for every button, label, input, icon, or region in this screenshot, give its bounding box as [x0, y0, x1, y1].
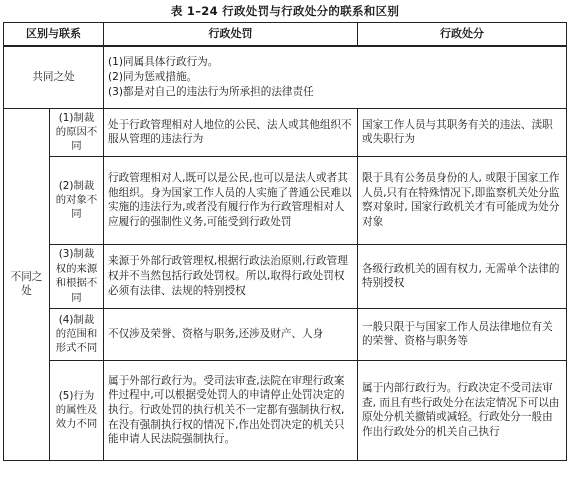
diff-label: 不同之处 — [4, 108, 50, 460]
common-line-3: (3)都是对自己的违法行为所承担的法律责任 — [108, 85, 314, 98]
penalty-cause: 处于行政管理相对人地位的公民、法人或其他组织不服从管理的违法行为 — [104, 108, 358, 156]
diff-row-object — [4, 156, 567, 244]
sanction-object: 限于具有公务员身份的人, 或限于国家工作人员,只有在特殊情况下,即监察机关处分监察对象时, 国家行政机关才有可能成为处分对象 — [358, 156, 567, 244]
aspect-nature: (5)行为的属性及效力不同 — [50, 360, 104, 460]
penalty-object: 行政管理相对人,既可以是公民,也可以是法人或者其他组织。身为国家工作人员的人实施了普通公民难以实施的违法行为,或者没有履行作为行政管理相对人应履行的强制性义务,可能受到行政处罚 — [104, 156, 358, 244]
diff-row-cause — [4, 108, 567, 156]
sanction-nature: 属于内部行政行为。行政决定不受司法审查, 而且有些行政处分在法定情况下可以由原处分机关撤销或减轻。行政处分一般由作出行政处分的机关自己执行 — [358, 360, 567, 460]
common-content — [104, 46, 567, 108]
comparison-table — [3, 22, 567, 461]
sanction-source: 各级行政机关的固有权力, 无需单个法律的特别授权 — [358, 244, 567, 308]
table-caption: 表 1–24 行政处罚与行政处分的联系和区别 — [170, 4, 400, 18]
aspect-cause: (1)制裁的原因不同 — [50, 108, 104, 156]
aspect-source: (3)制裁权的来源和根据不同 — [50, 244, 104, 308]
header-sanction: 行政处分 — [358, 23, 567, 47]
aspect-scope: (4)制裁的范围和形式不同 — [50, 308, 104, 360]
common-line-2: (2)同为惩戒措施。 — [108, 70, 198, 83]
sanction-scope: 一般只限于与国家工作人员法律地位有关的荣誉、资格与职务等 — [358, 308, 567, 360]
diff-row-nature — [4, 360, 567, 460]
header-aspect: 区别与联系 — [4, 23, 104, 47]
penalty-source: 来源于外部行政管理权,根据行政法治原则,行政管理权并不当然包括行政处罚权。所以,取得行政处罚权必须有法律、法规的特别授权 — [104, 244, 358, 308]
common-line-1: (1)同属具体行政行为。 — [108, 56, 219, 69]
aspect-object: (2)制裁的对象不同 — [50, 156, 104, 244]
diff-row-scope — [4, 308, 567, 360]
diff-row-source — [4, 244, 567, 308]
penalty-scope: 不仅涉及荣誉、资格与职务,还涉及财产、人身 — [104, 308, 358, 360]
sanction-cause: 国家工作人员与其职务有关的违法、渎职或失职行为 — [358, 108, 567, 156]
header-penalty: 行政处罚 — [104, 23, 358, 47]
common-row — [4, 46, 567, 108]
common-label: 共同之处 — [4, 46, 104, 108]
header-row — [4, 23, 567, 47]
penalty-nature: 属于外部行政行为。受司法审查,法院在审理行政案件过程中,可以根据受处罚人的申请停止处罚决定的执行。行政处罚的执行机关不一定都有强制执行权,在没有强制执行权的情况下,作出处罚决定的机关只能申请人民法院强制执行。 — [104, 360, 358, 460]
